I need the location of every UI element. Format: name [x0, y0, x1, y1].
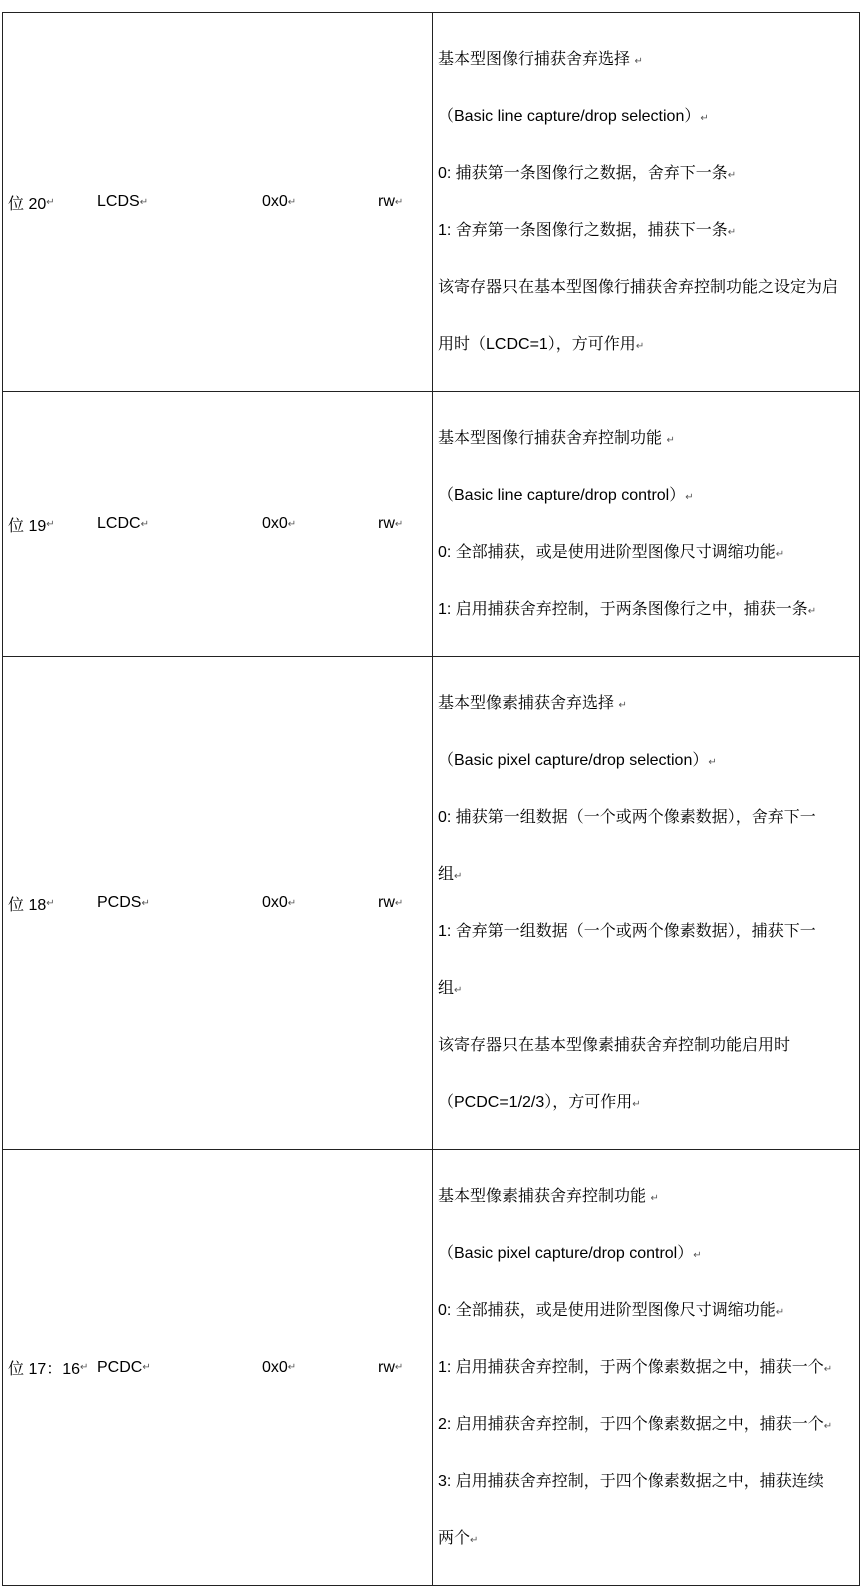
description-line: 基本型图像行捕获舍弃选择 ↵ — [438, 51, 643, 68]
paragraph-mark: ↵ — [394, 518, 404, 530]
table-row — [3, 391, 859, 656]
register-table — [2, 12, 860, 1586]
description-line: 基本型像素捕获舍弃控制功能 ↵ — [438, 1188, 659, 1205]
description-line: 两个↵ — [438, 1530, 479, 1547]
paragraph-mark: ↵ — [775, 549, 785, 560]
paragraph-mark: ↵ — [635, 341, 645, 352]
description-line: （Basic line capture/drop selection）↵ — [438, 108, 709, 125]
paragraph-mark: ↵ — [807, 606, 817, 617]
bit-cell: 位 18 ↵ — [8, 896, 55, 914]
access-cell: rw ↵ — [378, 515, 404, 532]
bit-cell: 位 19 ↵ — [8, 517, 55, 535]
table-row — [3, 1149, 859, 1585]
paragraph-mark: ↵ — [287, 518, 297, 530]
default-value-cell: 0x0 ↵ — [262, 894, 297, 911]
description-line: 0: 全部捕获，或是使用进阶型图像尺寸调缩功能↵ — [438, 544, 785, 561]
paragraph-mark: ↵ — [141, 897, 150, 909]
description-line: 3: 启用捕获舍弃控制，于四个像素数据之中，捕获连续 — [438, 1473, 824, 1490]
paragraph-mark: ↵ — [394, 196, 404, 208]
table-row — [3, 656, 859, 1149]
paragraph-mark: ↵ — [685, 492, 694, 503]
description-cell — [432, 1150, 859, 1585]
paragraph-mark: ↵ — [46, 897, 55, 909]
description-line: 用时（LCDC=1），方可作用↵ — [438, 336, 645, 353]
paragraph-mark: ↵ — [700, 113, 709, 124]
description-line: 组↵ — [438, 980, 463, 997]
bit-cell: 位 17：16 ↵ — [8, 1361, 89, 1378]
paragraph-mark: ↵ — [823, 1364, 833, 1375]
paragraph-mark: ↵ — [394, 897, 404, 909]
paragraph-mark: ↵ — [139, 196, 149, 208]
paragraph-mark: ↵ — [142, 1362, 151, 1373]
paragraph-mark: ↵ — [632, 1099, 641, 1110]
description-line: 0: 全部捕获，或是使用进阶型图像尺寸调缩功能↵ — [438, 1302, 785, 1319]
access-cell: rw ↵ — [378, 1358, 404, 1376]
paragraph-mark: ↵ — [454, 871, 463, 882]
default-value-cell: 0x0 ↵ — [262, 1358, 297, 1376]
bit-cell: 位 20 ↵ — [8, 195, 55, 213]
paragraph-mark: ↵ — [634, 56, 643, 67]
paragraph-mark: ↵ — [727, 227, 737, 238]
default-value-cell: 0x0 ↵ — [262, 515, 297, 532]
description-line: 基本型图像行捕获舍弃控制功能 ↵ — [438, 430, 675, 447]
register-name-cell: PCDC ↵ — [97, 1358, 151, 1376]
access-cell: rw ↵ — [378, 894, 404, 911]
description-line: 1: 舍弃第一条图像行之数据，捕获下一条↵ — [438, 222, 737, 239]
description-line: 0: 捕获第一组数据（一个或两个像素数据），舍弃下一 — [438, 809, 816, 826]
description-line: （Basic pixel capture/drop control）↵ — [438, 1245, 702, 1262]
paragraph-mark: ↵ — [823, 1421, 833, 1432]
description-line: （PCDC=1/2/3），方可作用↵ — [438, 1094, 641, 1111]
paragraph-mark: ↵ — [46, 518, 55, 530]
paragraph-mark: ↵ — [708, 757, 717, 768]
paragraph-mark: ↵ — [727, 170, 737, 181]
description-line: 1: 舍弃第一组数据（一个或两个像素数据），捕获下一 — [438, 923, 816, 940]
paragraph-mark: ↵ — [287, 196, 297, 208]
register-name-cell: LCDS ↵ — [97, 193, 149, 210]
paragraph-mark: ↵ — [650, 1193, 659, 1204]
paragraph-mark: ↵ — [287, 897, 297, 909]
table-row — [3, 13, 859, 391]
description-line: （Basic line capture/drop control）↵ — [438, 487, 694, 504]
description-cell — [432, 657, 859, 1149]
paragraph-mark: ↵ — [287, 1362, 297, 1373]
description-line: 1: 启用捕获舍弃控制，于两个像素数据之中，捕获一个↵ — [438, 1359, 833, 1376]
paragraph-mark: ↵ — [693, 1250, 702, 1261]
description-line: 0: 捕获第一条图像行之数据，舍弃下一条↵ — [438, 165, 737, 182]
description-line: 2: 启用捕获舍弃控制，于四个像素数据之中，捕获一个↵ — [438, 1416, 833, 1433]
paragraph-mark: ↵ — [394, 1362, 404, 1373]
description-line: 基本型像素捕获舍弃选择 ↵ — [438, 695, 627, 712]
description-line: 组↵ — [438, 866, 463, 883]
description-cell — [432, 392, 859, 656]
default-value-cell: 0x0 ↵ — [262, 193, 297, 210]
paragraph-mark: ↵ — [454, 985, 463, 996]
paragraph-mark: ↵ — [775, 1307, 785, 1318]
access-cell: rw ↵ — [378, 193, 404, 210]
description-line: 该寄存器只在基本型图像行捕获舍弃控制功能之设定为启 — [438, 279, 839, 296]
paragraph-mark: ↵ — [470, 1535, 479, 1546]
paragraph-mark: ↵ — [140, 518, 149, 530]
description-line: 1: 启用捕获舍弃控制，于两条图像行之中，捕获一条↵ — [438, 601, 817, 618]
register-name-cell: LCDC ↵ — [97, 515, 149, 532]
paragraph-mark: ↵ — [46, 196, 55, 208]
paragraph-mark: ↵ — [80, 1362, 89, 1373]
register-name-cell: PCDS ↵ — [97, 894, 150, 911]
paragraph-mark: ↵ — [618, 700, 627, 711]
description-line: 该寄存器只在基本型像素捕获舍弃控制功能启用时 — [438, 1037, 791, 1054]
description-cell — [432, 13, 859, 391]
paragraph-mark: ↵ — [666, 435, 675, 446]
description-line: （Basic pixel capture/drop selection）↵ — [438, 752, 717, 769]
